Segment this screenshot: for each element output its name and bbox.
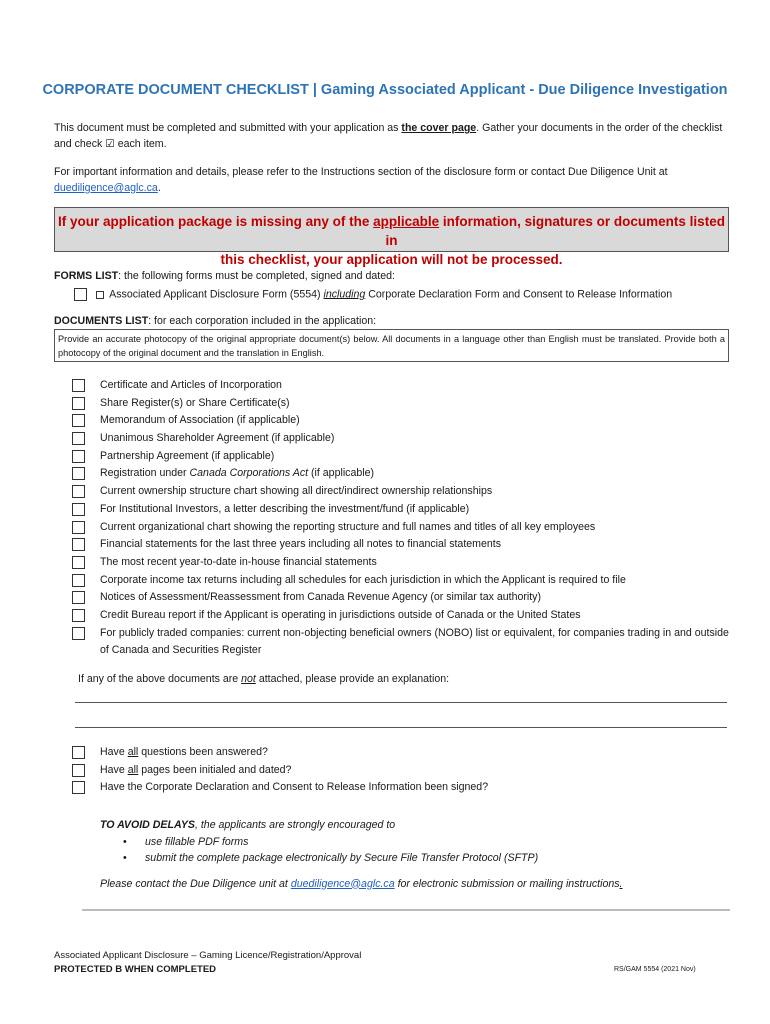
list-item <box>72 448 732 466</box>
question-label <box>100 744 268 762</box>
delays-bullets <box>100 834 623 867</box>
checkbox[interactable] <box>72 503 85 516</box>
list-item-label: Current ownership structure chart showing all direct/indirect ownership relationships <box>100 485 493 498</box>
checked-box-icon: ☑ <box>105 138 115 150</box>
forms-list-item <box>74 288 672 301</box>
checkbox[interactable] <box>72 627 85 640</box>
list-item-label: Corporate income tax returns including all schedules for each jurisdiction in which the Applicant is required to file <box>100 573 626 586</box>
email-link[interactable]: duediligence@aglc.ca <box>54 182 158 194</box>
explanation-text: attached, please provide an explanation: <box>255 673 450 685</box>
forms-item-including: including <box>323 288 366 301</box>
list-item <box>72 625 732 660</box>
checkbox[interactable] <box>72 379 85 392</box>
list-item <box>72 465 732 483</box>
forms-list-desc: : the following forms must be completed, signed and dated: <box>118 270 395 282</box>
list-item-label: The most recent year-to-date in-house financial statements <box>100 555 377 568</box>
list-item-label: Memorandum of Association (if applicable) <box>100 414 300 427</box>
checkbox[interactable] <box>72 450 85 463</box>
warning-text-line2: this checklist, your application will not be processed. <box>220 252 563 267</box>
checkbox[interactable] <box>72 574 85 587</box>
question-text: Have <box>100 746 128 758</box>
checkbox[interactable] <box>72 485 85 498</box>
documents-list-desc: : for each corporation included in the application: <box>148 315 377 327</box>
checkbox[interactable] <box>72 397 85 410</box>
explanation-text: If any of the above documents are <box>78 673 242 685</box>
intro-text: . Gather your documents in the order of the checklist and check <box>54 122 723 150</box>
list-item-label: Partnership Agreement (if applicable) <box>100 449 275 462</box>
cover-page-emphasis: the cover page <box>401 122 477 134</box>
documents-checklist <box>72 377 732 660</box>
delays-contact <box>100 876 623 893</box>
list-item-label: Credit Bureau report if the Applicant is operating in jurisdictions outside of Canada or the United States <box>100 608 581 621</box>
intro-text: This document must be completed and submitted with your application as <box>54 122 402 134</box>
list-item-label: For Institutional Investors, a letter describing the investment/fund (if applicable) <box>100 502 470 515</box>
warning-box <box>54 207 729 267</box>
delays-heading: TO AVOID DELAYS <box>100 819 195 831</box>
list-item-label: For publicly traded companies: current non-objecting beneficial owners (NOBO) list or equivalent, for companies trading in and outside of Canada and Securities Register <box>100 626 729 657</box>
list-item-label: Current organizational chart showing the reporting structure and full names and titles of all key employees <box>100 520 596 533</box>
question-emphasis: all <box>127 763 139 776</box>
explanation-line-2[interactable] <box>75 727 727 728</box>
list-item <box>72 395 732 413</box>
avoid-delays-section <box>100 817 623 892</box>
list-item-label: Notices of Assessment/Reassessment from Canada Revenue Agency (or similar tax authority) <box>100 591 542 604</box>
forms-list-heading <box>54 270 395 282</box>
list-item-label <box>100 465 374 483</box>
checkbox[interactable] <box>72 609 85 622</box>
footer-form-title: Associated Applicant Disclosure – Gaming Licence/Registration/Approval <box>54 950 362 961</box>
question-text: pages been initialed and dated? <box>138 763 292 776</box>
list-item <box>72 589 732 607</box>
explanation-not: not <box>241 673 256 685</box>
checkbox[interactable] <box>72 781 85 794</box>
documents-list-heading <box>54 315 376 327</box>
intro-paragraph-1 <box>54 120 734 152</box>
checkbox[interactable] <box>72 414 85 427</box>
page-title: CORPORATE DOCUMENT CHECKLIST | Gaming Associated Applicant - Due Diligence Investigation <box>42 82 728 98</box>
registration-text: Registration under <box>100 467 190 480</box>
registration-text: (if applicable) <box>308 467 375 480</box>
checkbox[interactable] <box>72 538 85 551</box>
footer-protected: PROTECTED B WHEN COMPLETED <box>54 964 217 975</box>
delays-bullet: • submit the complete package electronically by Secure File Transfer Protocol (SFTP) <box>145 850 623 867</box>
list-item <box>72 412 732 430</box>
list-item-label: Share Register(s) or Share Certificate(s) <box>100 396 290 409</box>
final-questions <box>72 744 488 797</box>
intro-text: For important information and details, please refer to the Instructions section of the disclosure form or contact Due Diligence Unit at <box>54 166 668 178</box>
intro-paragraph-2 <box>54 164 734 196</box>
question-label <box>100 762 291 780</box>
delays-heading-rest: , the applicants are strongly encouraged to <box>194 819 396 831</box>
intro-text: each item. <box>114 138 167 150</box>
intro-text: . <box>157 182 161 194</box>
checkbox[interactable] <box>72 521 85 534</box>
explanation-line-1[interactable] <box>75 702 727 703</box>
checkbox[interactable] <box>72 432 85 445</box>
list-item <box>72 762 488 780</box>
forms-inner-checkbox[interactable] <box>96 291 104 299</box>
checkbox[interactable] <box>72 591 85 604</box>
footer-form-code: RS/GAM 5554 (2021 Nov) <box>614 966 696 973</box>
checkbox[interactable] <box>72 467 85 480</box>
question-text: Have <box>100 763 128 776</box>
delays-bullet: • use fillable PDF forms <box>145 834 623 851</box>
list-item <box>72 501 732 519</box>
checkbox[interactable] <box>72 764 85 777</box>
question-text: questions been answered? <box>138 746 268 758</box>
checkbox[interactable] <box>72 556 85 569</box>
warning-text: If your application package is missing any of the <box>58 214 374 229</box>
footer-divider <box>82 909 730 911</box>
registration-act: Canada Corporations Act <box>189 467 309 480</box>
documents-list-label: DOCUMENTS LIST <box>54 315 149 327</box>
forms-item-text: Associated Applicant Disclosure Form (5554) <box>109 288 324 301</box>
warning-applicable: applicable <box>373 214 440 229</box>
list-item <box>72 554 732 572</box>
warning-text: information, signatures or documents listed in <box>385 214 725 248</box>
list-item <box>72 377 732 395</box>
question-emphasis: all <box>127 746 139 758</box>
list-item <box>72 607 732 625</box>
forms-checkbox[interactable] <box>74 288 87 301</box>
contact-text: Please contact the Due Diligence unit at <box>100 877 291 890</box>
list-item-label: Certificate and Articles of Incorporation <box>100 379 282 391</box>
list-item <box>72 483 732 501</box>
list-item <box>72 536 732 554</box>
list-item <box>72 430 732 448</box>
contact-text: for electronic submission or mailing instructions <box>394 877 620 890</box>
email-link[interactable]: duediligence@aglc.ca <box>290 877 395 890</box>
contact-period: . <box>619 877 623 890</box>
question-label: Have the Corporate Declaration and Consent to Release Information been signed? <box>100 781 489 794</box>
list-item <box>72 744 488 762</box>
forms-list-label: FORMS LIST <box>54 270 119 282</box>
forms-item-text: Corporate Declaration Form and Consent to Release Information <box>365 288 673 301</box>
documents-info-box: Provide an accurate photocopy of the original appropriate document(s) below. All documents in a language other than English must be translated. Provide both a photocopy of the original document and the translation in English. <box>54 329 729 362</box>
checkbox[interactable] <box>72 746 85 759</box>
list-item <box>72 779 488 797</box>
list-item-label: Financial statements for the last three years including all notes to financial statements <box>100 538 502 551</box>
list-item <box>72 572 732 590</box>
list-item <box>72 519 732 537</box>
list-item-label: Unanimous Shareholder Agreement (if applicable) <box>100 432 335 445</box>
explanation-prompt <box>78 673 449 685</box>
